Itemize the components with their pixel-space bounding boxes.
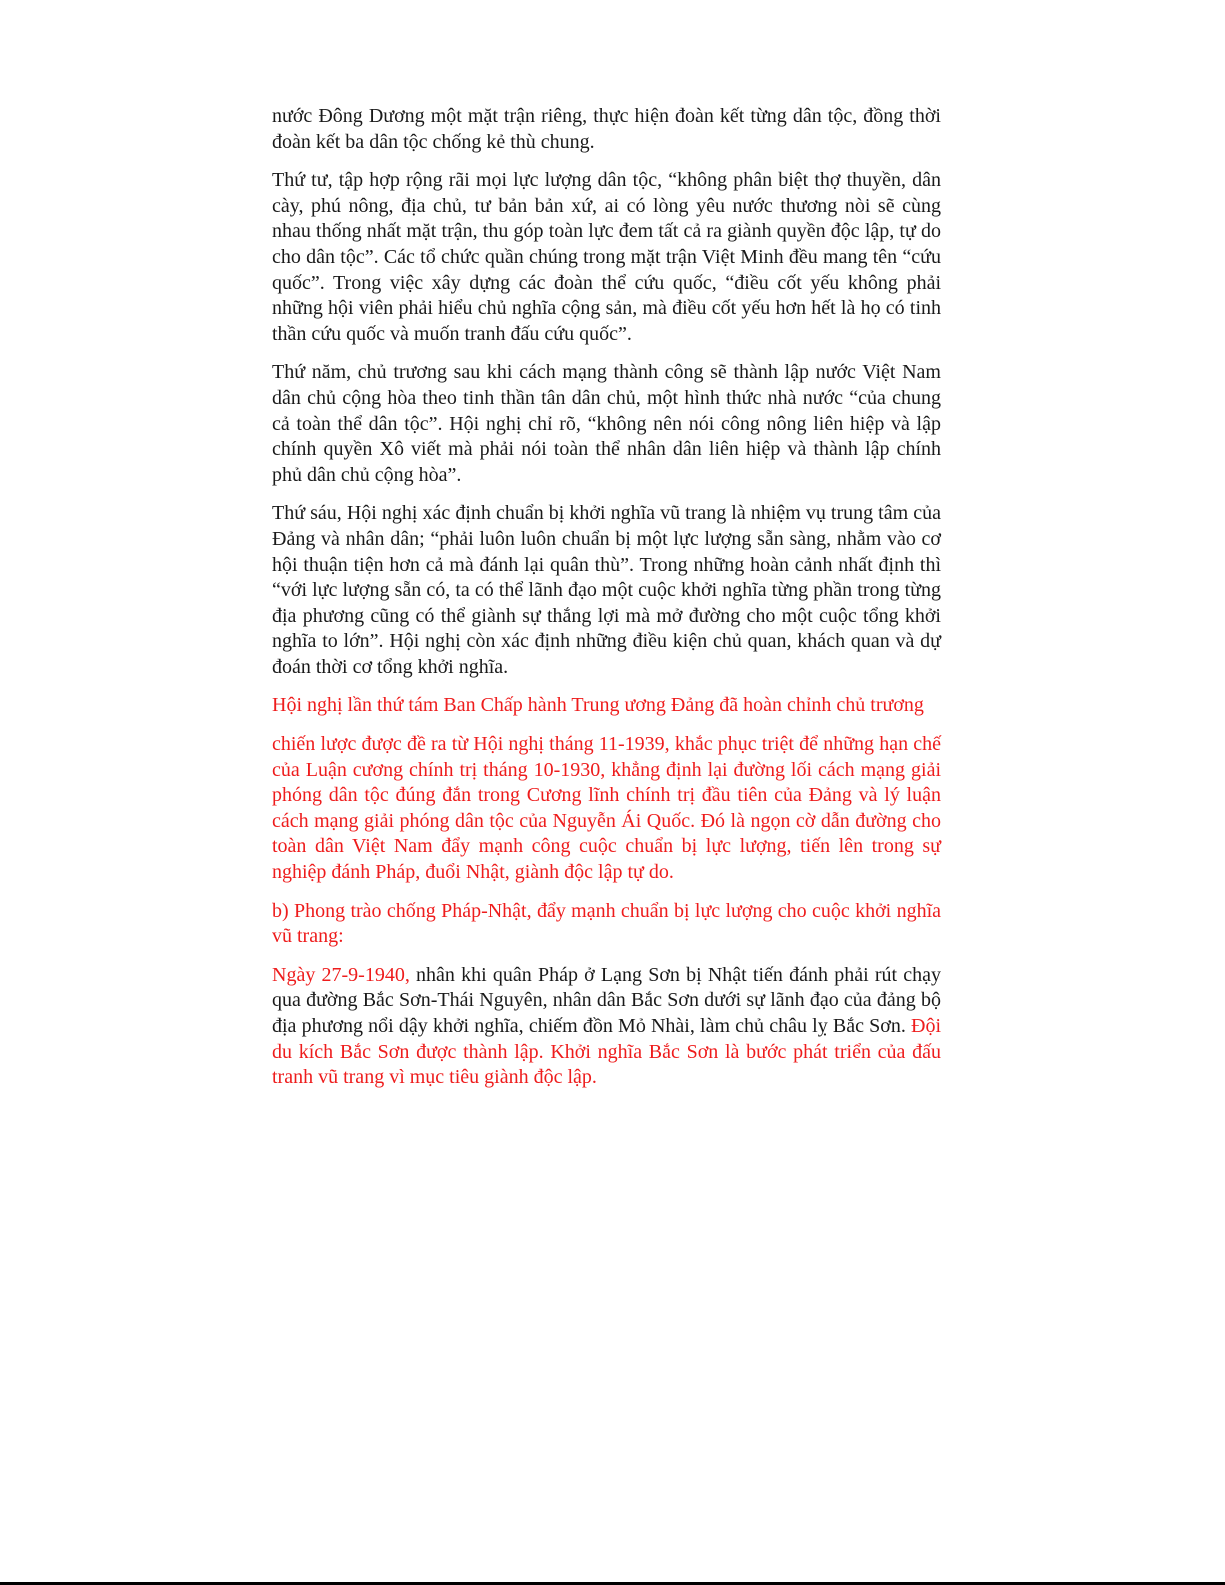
paragraph-5-text: Hội nghị lần thứ tám Ban Chấp hành Trung ương Đảng đã hoàn chỉnh chủ trương bbox=[272, 694, 924, 717]
paragraph-1 bbox=[272, 104, 941, 155]
paragraph-1-text: nước Đông Dương một mặt trận riêng, thực hiện đoàn kết từng dân tộc, đồng thời đoàn kết ba dân tộc chống kẻ thù chung. bbox=[272, 105, 941, 153]
paragraph-4-text: Thứ sáu, Hội nghị xác định chuẩn bị khởi nghĩa vũ trang là nhiệm vụ trung tâm của Đảng và nhân dân; “phải luôn luôn chuẩn bị một lực lượng sẵn sàng, nhằm vào cơ hội thuận tiện hơn cả mà đánh lại quân thù”. Trong những hoàn cảnh nhất định thì “với lực lượng sẵn có, ta có thể lãnh đạo một cuộc khởi nghĩa từng phần trong từng địa phương cũng có thể giành sự thắng lợi mà mở đường cho một cuộc tổng khởi nghĩa to lớn”. Hội nghị còn xác định những điều kiện chủ quan, khách quan và dự đoán thời cơ tổng khởi nghĩa. bbox=[272, 502, 941, 678]
section-heading-b bbox=[272, 899, 941, 950]
paragraph-2 bbox=[272, 168, 941, 347]
paragraph-3-text: Thứ năm, chủ trương sau khi cách mạng thành công sẽ thành lập nước Việt Nam dân chủ cộng hòa theo tinh thần tân dân chủ, một hình thức nhà nước “của chung cả toàn thể dân tộc”. Hội nghị chỉ rõ, “không nên nói công nông liên hiệp và lập chính quyền Xô viết mà phải nói toàn thể nhân dân liên hiệp và thành lập chính phủ dân chủ cộng hòa”. bbox=[272, 361, 941, 486]
paragraph-8-body: nhân khi quân Pháp ở Lạng Sơn bị Nhật tiến đánh phải rút chạy qua đường Bắc Sơn-Thái Nguyên, nhân dân Bắc Sơn dưới sự lãnh đạo của đảng bộ địa phương nổi dậy khởi nghĩa, chiếm đồn Mỏ Nhài, làm chủ châu lỵ Bắc Sơn. bbox=[272, 963, 941, 1037]
paragraph-8 bbox=[272, 963, 941, 1091]
paragraph-8-date: Ngày 27-9-1940, bbox=[272, 963, 410, 986]
paragraph-5-highlighted bbox=[272, 693, 941, 719]
document-page bbox=[272, 104, 941, 1104]
section-heading-b-text: b) Phong trào chống Pháp-Nhật, đẩy mạnh chuẩn bị lực lượng cho cuộc khởi nghĩa vũ trang: bbox=[272, 899, 941, 948]
paragraph-6-highlighted bbox=[272, 732, 941, 886]
paragraph-4 bbox=[272, 501, 941, 680]
paragraph-2-text: Thứ tư, tập hợp rộng rãi mọi lực lượng dân tộc, “không phân biệt thợ thuyền, dân cày, phú nông, địa chủ, tư bản bản xứ, ai có lòng yêu nước thương nòi sẽ cùng nhau thống nhất mặt trận, thu góp toàn lực đem tất cả ra giành quyền độc lập, tự do cho dân tộc”. Các tổ chức quần chúng trong mặt trận Việt Minh đều mang tên “cứu quốc”. Trong việc xây dựng các đoàn thể cứu quốc, “điều cốt yếu không phải những hội viên phải hiểu chủ nghĩa cộng sản, mà điều cốt yếu hơn hết là họ có tinh thần cứu quốc và muốn tranh đấu cứu quốc”. bbox=[272, 169, 941, 345]
paragraph-6-text: chiến lược được đề ra từ Hội nghị tháng 11-1939, khắc phục triệt để những hạn chế của Luận cương chính trị tháng 10-1930, khẳng định lại đường lối cách mạng giải phóng dân tộc đúng đắn trong Cương lĩnh chính trị đầu tiên của Đảng và lý luận cách mạng giải phóng dân tộc của Nguyễn Ái Quốc. Đó là ngọn cờ dẫn đường cho toàn dân Việt Nam đẩy mạnh công cuộc chuẩn bị lực lượng, tiến lên trong sự nghiệp đánh Pháp, đuổi Nhật, giành độc lập tự do. bbox=[272, 733, 941, 884]
paragraph-3 bbox=[272, 360, 941, 488]
paragraph-8-highlight: Đội du kích Bắc Sơn được thành lập. Khởi nghĩa Bắc Sơn là bước phát triển của đấu tranh vũ trang vì mục tiêu giành độc lập. bbox=[272, 1015, 941, 1089]
